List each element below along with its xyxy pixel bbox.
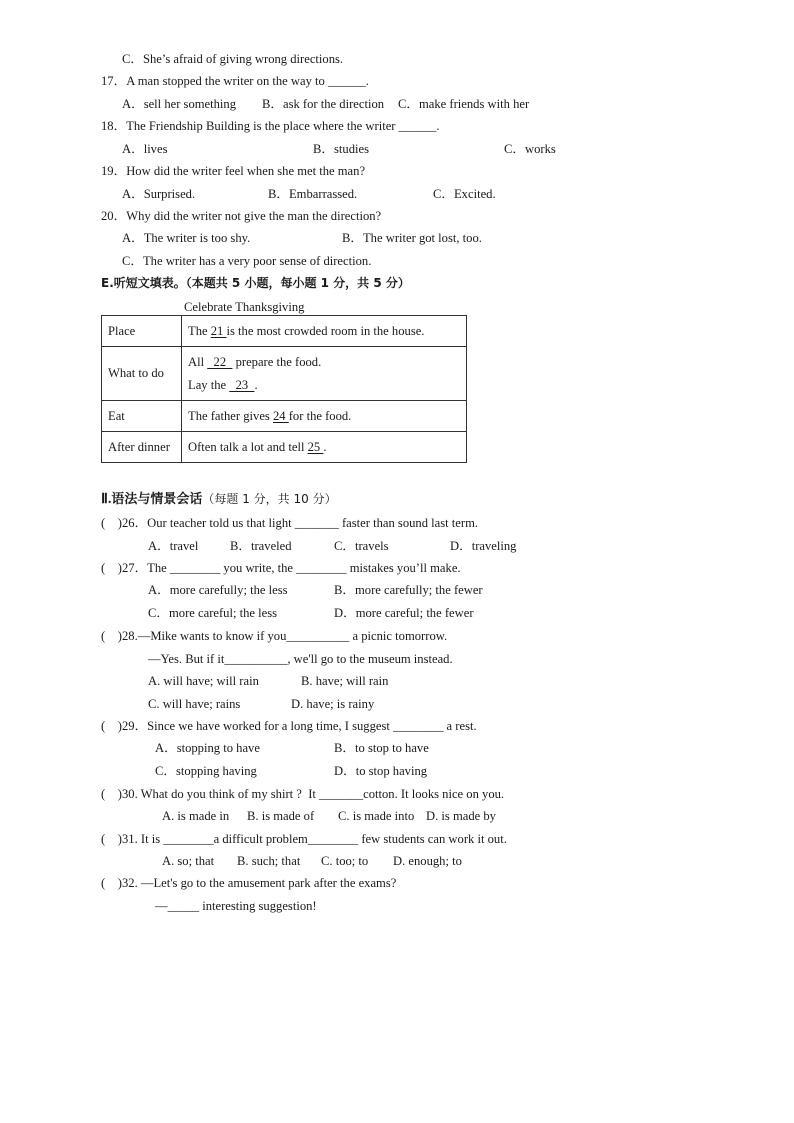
q28-option-c: C. will have; rains xyxy=(148,697,241,711)
row-content-eat xyxy=(182,401,467,432)
text-part: All xyxy=(188,354,208,369)
q26-option-a: A．travel xyxy=(148,539,199,553)
text-part: Lay the xyxy=(188,377,230,392)
row-label-eat: Eat xyxy=(102,401,182,432)
q29-option-d: D．to stop having xyxy=(334,764,428,778)
q28-option-b: B. have; will rain xyxy=(301,674,389,688)
table-row xyxy=(102,347,467,401)
blank-25: 25 xyxy=(307,439,324,454)
q28-option-a: A. will have; will rain xyxy=(148,674,259,688)
q29-stem: ( )29．Since we have worked for a long time, I suggest ________ a rest. xyxy=(101,719,477,733)
q16-option-c: C．She’s afraid of giving wrong directions. xyxy=(122,52,344,66)
row-label-what-to-do: What to do xyxy=(102,347,182,401)
q32-stem: ( )32. —Let's go to the amusement park after the exams? xyxy=(101,876,397,890)
q26-option-d: D．traveling xyxy=(450,539,517,553)
blank-23: 23 xyxy=(229,377,255,392)
q26-option-b: B．traveled xyxy=(230,539,292,553)
q20-option-b: B．The writer got lost, too. xyxy=(342,231,482,245)
q30-option-a: A. is made in xyxy=(162,809,230,823)
q20-stem: 20．Why did the writer not give the man the direction? xyxy=(101,209,382,223)
q31-stem: ( )31. It is ________a difficult problem________ few students can work it out. xyxy=(101,832,507,846)
text-part: The father gives xyxy=(188,408,273,423)
row-label-after-dinner: After dinner xyxy=(102,432,182,463)
q30-option-d: D. is made by xyxy=(426,809,496,823)
q29-option-a: A．stopping to have xyxy=(155,741,260,755)
q27-option-b: B．more carefully; the fewer xyxy=(334,583,483,597)
q17-stem: 17．A man stopped the writer on the way to ______. xyxy=(101,74,369,88)
text-part: Often talk a lot and tell xyxy=(188,439,308,454)
q31-option-b: B. such; that xyxy=(237,854,301,868)
q17-option-c: C．make friends with her xyxy=(398,97,530,111)
q19-option-b: B．Embarrassed. xyxy=(268,187,358,201)
thanksgiving-table xyxy=(101,315,467,463)
q18-option-b: B．studies xyxy=(313,142,369,156)
q18-stem: 18．The Friendship Building is the place where the writer ______. xyxy=(101,119,440,133)
table-row xyxy=(102,316,467,347)
table-row xyxy=(102,432,467,463)
section-2-roman: Ⅱ. xyxy=(101,492,112,507)
text-part: . xyxy=(323,439,327,454)
q20-option-a: A．The writer is too shy. xyxy=(122,231,251,245)
q19-option-a: A．Surprised. xyxy=(122,187,196,201)
section-2-heading xyxy=(101,491,337,508)
table-row xyxy=(102,401,467,432)
cell-line xyxy=(188,351,460,374)
text-part: prepare the food. xyxy=(232,354,322,369)
q26-stem: ( )26．Our teacher told us that light _______ faster than sound last term. xyxy=(101,516,479,530)
q29-option-b: B．to stop to have xyxy=(334,741,429,755)
q20-option-c: C．The writer has a very poor sense of direction. xyxy=(122,254,372,268)
table-title: Celebrate Thanksgiving xyxy=(184,300,305,314)
section-e-heading: E.听短文填表。（本题共 5 小题，每小题 1 分，共 5 分） xyxy=(101,276,410,290)
q18-option-c: C．works xyxy=(504,142,556,156)
q27-option-c: C．more careful; the less xyxy=(148,606,278,620)
q17-option-b: B．ask for the direction xyxy=(262,97,385,111)
q27-option-d: D．more careful; the fewer xyxy=(334,606,474,620)
blank-22: 22 xyxy=(207,354,233,369)
cell-line xyxy=(188,374,460,397)
q28-stem-2: —Yes. But if it__________, we'll go to the museum instead. xyxy=(148,652,453,666)
q30-option-c: C. is made into xyxy=(338,809,415,823)
section-2-title: 语法与情景会话 xyxy=(111,492,203,507)
q17-option-a: A．sell her something xyxy=(122,97,237,111)
q31-option-d: D. enough; to xyxy=(393,854,462,868)
row-content-after-dinner xyxy=(182,432,467,463)
q27-stem: ( )27．The ________ you write, the ________ mistakes you’ll make. xyxy=(101,561,461,575)
q30-option-b: B. is made of xyxy=(247,809,315,823)
q32-stem-2: —_____ interesting suggestion! xyxy=(155,899,317,913)
q29-option-c: C．stopping having xyxy=(155,764,257,778)
q28-stem: ( )28.—Mike wants to know if you__________ a picnic tomorrow. xyxy=(101,629,448,643)
q28-option-d: D. have; is rainy xyxy=(291,697,375,711)
section-2-note: （每题 1 分，共 10 分） xyxy=(202,492,337,506)
blank-24: 24 xyxy=(272,408,289,423)
blank-21: 21 xyxy=(210,323,227,338)
q30-stem: ( )30. What do you think of my shirt ? It _______cotton. It looks nice on you. xyxy=(101,787,505,801)
text-part: The xyxy=(188,323,211,338)
row-content-place xyxy=(182,316,467,347)
q26-option-c: C．travels xyxy=(334,539,389,553)
q31-option-a: A. so; that xyxy=(162,854,215,868)
text-part: is the most crowded room in the house. xyxy=(226,323,425,338)
q31-option-c: C. too; to xyxy=(321,854,369,868)
text-part: for the food. xyxy=(288,408,352,423)
row-label-place: Place xyxy=(102,316,182,347)
row-content-what-to-do xyxy=(182,347,467,401)
q18-option-a: A．lives xyxy=(122,142,168,156)
q19-option-c: C．Excited. xyxy=(433,187,496,201)
text-part: . xyxy=(254,377,258,392)
q19-stem: 19．How did the writer feel when she met the man? xyxy=(101,164,366,178)
q27-option-a: A．more carefully; the less xyxy=(148,583,288,597)
